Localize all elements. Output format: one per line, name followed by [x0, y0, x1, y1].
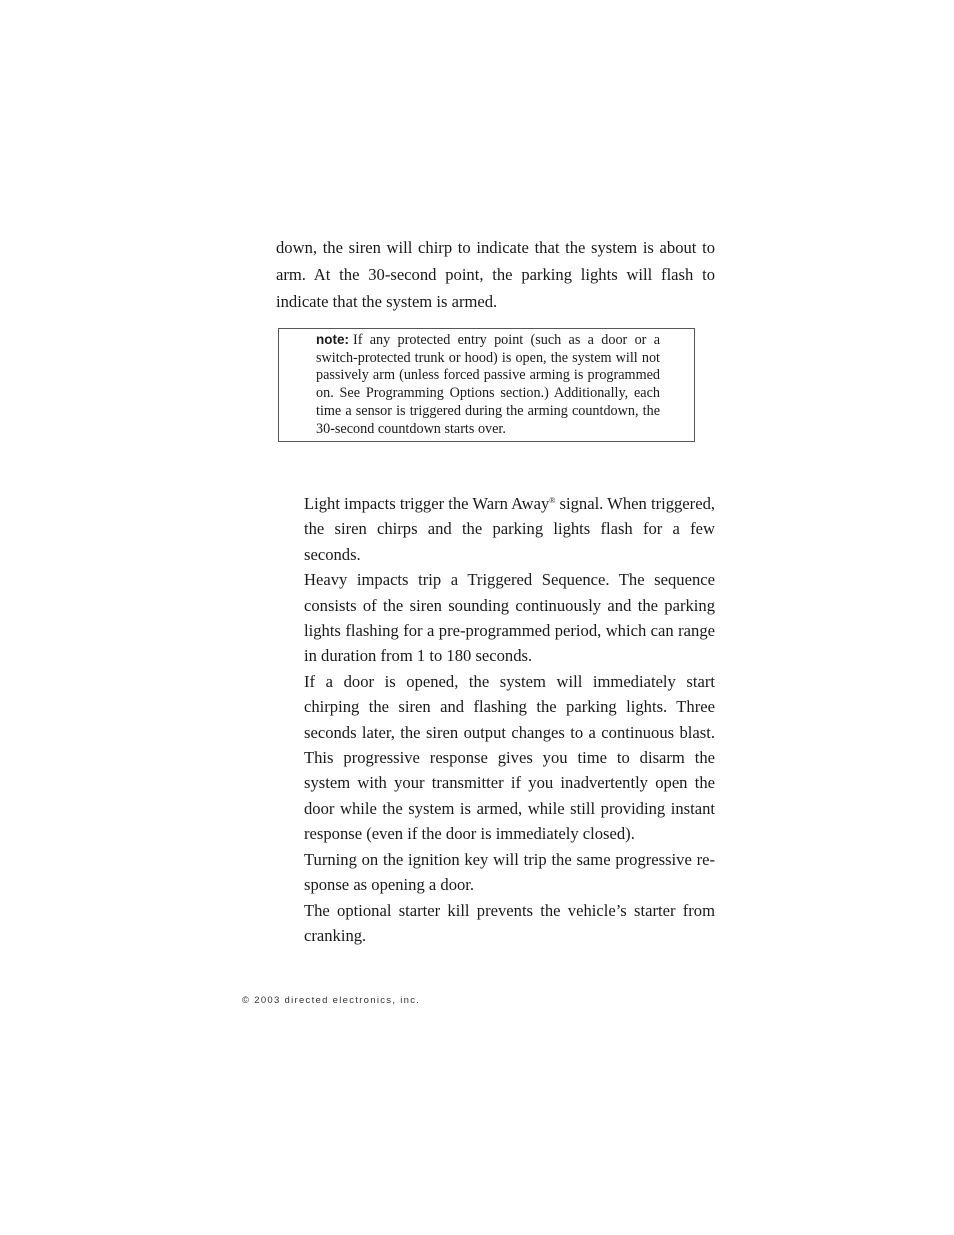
- note-box: [278, 328, 695, 442]
- copyright-footer: © 2003 directed electronics, inc.: [242, 995, 421, 1006]
- warn-away-text-start: Light impacts trigger the Warn Away: [304, 494, 550, 513]
- heavy-impacts-paragraph: Heavy impacts trip a Triggered Sequence. The sequence consists of the siren sounding continuously and the parking lights flashing for a pre-programmed period, which can range in duration from 1 to 180 seconds.: [304, 570, 715, 666]
- warn-away-text-end: signal. When triggered, the siren chirps and the parking lights flash for a few seconds.: [304, 494, 716, 564]
- warn-away-paragraph: [304, 491, 715, 567]
- door-opened-paragraph: If a door is opened, the system will immediately start chirping the siren and flashing the parking lights. Three seconds later, the siren output changes to a continuous blast. This progressive response gives you time to disarm the system with your transmitter if you inadvertently open the door while the system is armed, while still providing instant response (even if the door is immediately closed).: [304, 671, 715, 844]
- note-text: [316, 331, 660, 438]
- note-label: note:: [316, 332, 349, 347]
- intro-paragraph: down, the siren will chirp to indicate that the system is about to arm. At the 30-second point, the parking lights will flash to indicate that the system is armed.: [276, 238, 715, 311]
- ignition-paragraph: Turning on the ignition key will trip the same progressive response as opening a door.: [304, 849, 715, 895]
- starter-kill-paragraph: The optional starter kill prevents the vehicle’s starter from cranking.: [304, 900, 715, 945]
- registered-mark: ®: [549, 496, 556, 505]
- note-body: If any protected entry point (such as a door or a switch-protected trunk or hood) is open, the system will not passively arm (unless forced passive arming is programmed on. See Programming Options section.) Additionally, each time a sensor is triggered during the arming countdown, the 30-second countdown starts over.: [316, 332, 660, 437]
- feature-descriptions: [304, 491, 715, 948]
